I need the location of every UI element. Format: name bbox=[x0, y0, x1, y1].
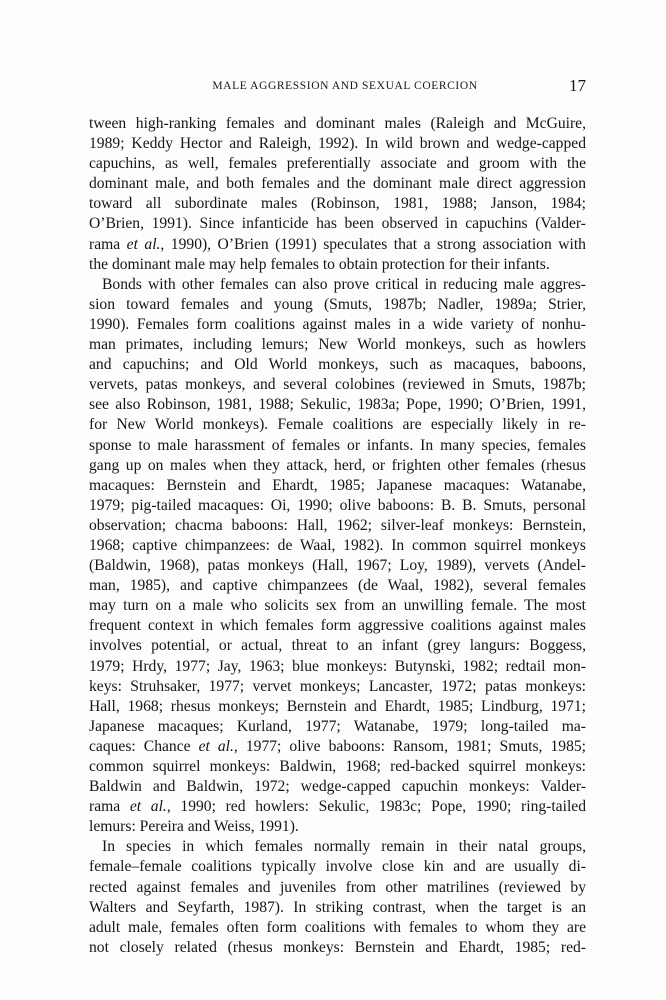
text-line: involves potential, or actual, threat to an infant (grey langurs: Boggess, bbox=[89, 637, 586, 655]
text-line: 1968; captive chimpanzees: de Waal, 1982). In common squirrel monkeys bbox=[89, 536, 586, 554]
text-line: 1979; pig-tailed macaques: Oi, 1990; olive baboons: B. B. Smuts, personal bbox=[89, 496, 586, 514]
text-line: caques: Chance et al., 1977; olive baboons: Ransom, 1981; Smuts, 1985; bbox=[89, 737, 586, 755]
text-line: toward all subordinate males (Robinson, 1981, 1988; Janson, 1984; bbox=[89, 195, 586, 213]
text-line: In species in which females normally remain in their natal groups, bbox=[102, 838, 586, 856]
text-line: common squirrel monkeys: Baldwin, 1968; red-backed squirrel monkeys: bbox=[89, 758, 586, 775]
text-line: observation; chacma baboons: Hall, 1962; silver-leaf monkeys: Bernstein, bbox=[89, 516, 586, 534]
text-line: sion toward females and young (Smuts, 1987b; Nadler, 1989a; Strier, bbox=[89, 295, 586, 313]
text-line: not closely related (rhesus monkeys: Bernstein and Ehardt, 1985; red- bbox=[89, 938, 586, 956]
text-line: man primates, including lemurs; New World monkeys, such as howlers bbox=[89, 336, 586, 354]
text-line: Baldwin and Baldwin, 1972; wedge-capped capuchin monkeys: Valder- bbox=[89, 778, 586, 796]
text-line: capuchins, as well, females preferentially associate and groom with the bbox=[89, 155, 586, 173]
running-title: MALE AGGRESSION AND SEXUAL COERCION bbox=[212, 80, 478, 92]
text-line: lemurs: Pereira and Weiss, 1991). bbox=[89, 818, 299, 836]
text-line: rama et al., 1990), O’Brien (1991) speculates that a strong association with bbox=[89, 235, 586, 253]
text-line: 1979; Hrdy, 1977; Jay, 1963; blue monkeys: Butynski, 1982; redtail mon- bbox=[89, 657, 586, 675]
page-number: 17 bbox=[569, 76, 586, 95]
text-line: Hall, 1968; rhesus monkeys; Bernstein and Ehardt, 1985; Lindburg, 1971; bbox=[89, 697, 586, 715]
text-line: Bonds with other females can also prove critical in reducing male aggres- bbox=[102, 275, 586, 293]
text-line: frequent context in which females form aggressive coalitions against males bbox=[89, 617, 586, 635]
text-line: the dominant male may help females to obtain protection for their infants. bbox=[89, 255, 550, 273]
text-line: keys: Struhsaker, 1977; vervet monkeys; Lancaster, 1972; patas monkeys: bbox=[89, 677, 586, 695]
text-line: adult male, females often form coalitions with females to whom they are bbox=[89, 918, 586, 936]
text-line: (Baldwin, 1968), patas monkeys (Hall, 1967; Loy, 1989), vervets (Andel- bbox=[89, 557, 586, 575]
text-line: sponse to male harassment of females or infants. In many species, females bbox=[89, 436, 586, 454]
text-line: O’Brien, 1991). Since infanticide has been observed in capuchins (Valder- bbox=[89, 215, 586, 233]
text-line: vervets, patas monkeys, and several colobines (reviewed in Smuts, 1987b; bbox=[89, 376, 586, 394]
text-line: rected against females and juveniles from other matrilines (reviewed by bbox=[89, 878, 586, 896]
text-line: 1990). Females form coalitions against males in a wide variety of nonhu- bbox=[89, 315, 586, 333]
running-head bbox=[0, 76, 666, 96]
text-line: man, 1985), and captive chimpanzees (de Waal, 1982), several females bbox=[89, 577, 586, 595]
text-line: Japanese macaques; Kurland, 1977; Watanabe, 1979; long-tailed ma- bbox=[89, 717, 586, 735]
text-line: female–female coalitions typically involve close kin and are usually di- bbox=[89, 858, 586, 876]
text-line: tween high-ranking females and dominant males (Raleigh and McGuire, bbox=[89, 115, 586, 132]
text-line: gang up on males when they attack, herd, or frighten other females (rhesus bbox=[89, 456, 586, 474]
text-line: Walters and Seyfarth, 1987). In striking contrast, when the target is an bbox=[89, 898, 586, 916]
text-line: for New World monkeys). Female coalitions are especially likely in re- bbox=[89, 416, 586, 434]
text-line: see also Robinson, 1981, 1988; Sekulic, 1983a; Pope, 1990; O’Brien, 1991, bbox=[89, 396, 586, 414]
text-line: and capuchins; and Old World monkeys, such as macaques, baboons, bbox=[89, 356, 586, 374]
text-line: rama et al., 1990; red howlers: Sekulic, 1983c; Pope, 1990; ring-tailed bbox=[89, 798, 586, 816]
text-line: may turn on a male who solicits sex from an unwilling female. The most bbox=[89, 597, 586, 615]
text-line: 1989; Keddy Hector and Raleigh, 1992). In wild brown and wedge-capped bbox=[89, 135, 586, 153]
text-line: macaques: Bernstein and Ehardt, 1985; Japanese macaques: Watanabe, bbox=[89, 476, 586, 494]
text-line: dominant male, and both females and the dominant male direct aggression bbox=[89, 175, 586, 193]
body-text bbox=[89, 114, 586, 958]
